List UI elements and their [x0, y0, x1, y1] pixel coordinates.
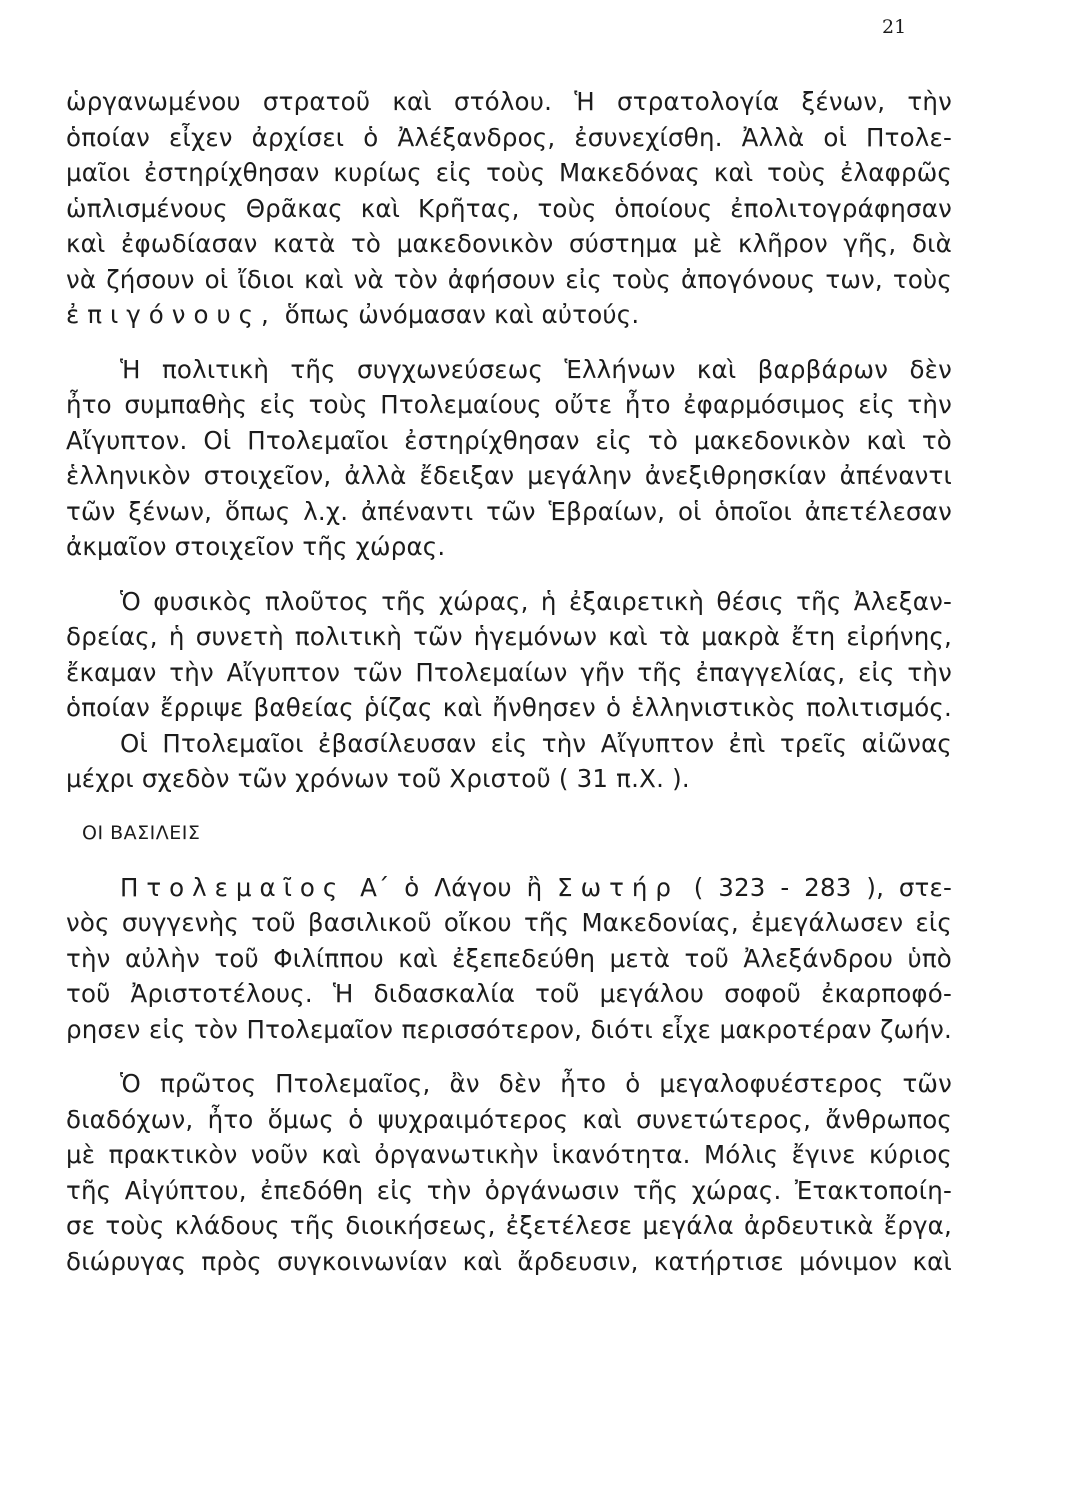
text-line: σε τοὺς κλάδους τῆς διοικήσεως, ἐξετέλεσε μεγάλα ἀρδευτικὰ ἔργα, — [66, 1211, 952, 1240]
text-line: Ὁ πρῶτος Πτολεμαῖος, ἂν δὲν ἦτο ὁ μεγαλοφυέστερος τῶν — [120, 1069, 952, 1098]
text-line: ὁποίαν ἔρριψε βαθείας ῥίζας καὶ ἤνθησεν ὁ ἑλληνιστικὸς πολιτισμός. — [66, 693, 952, 722]
spaced-term: Σωτήρ — [557, 872, 679, 902]
section-heading: ΟΙ ΒΑΣΙΛΕΙΣ — [82, 821, 201, 844]
text-span: ὅπως ὠνόμασαν καὶ αὐτούς. — [276, 300, 640, 329]
spaced-term: Πτολεμαῖος — [120, 872, 346, 902]
text-line: τῆς Αἰγύπτου, ἐπεδόθη εἰς τὴν ὀργάνωσιν τῆς χώρας. Ἐτακτοποίη- — [66, 1175, 952, 1205]
paragraph-4 — [66, 726, 952, 797]
text-span: ( 323 - 283 ), στε- — [678, 872, 952, 902]
text-line: μαῖοι ἐστηρίχθησαν κυρίως εἰς τοὺς Μακεδόνας καὶ τοὺς ἐλαφρῶς — [66, 158, 952, 187]
text-line: διώρυγας πρὸς συγκοινωνίαν καὶ ἄρδευσιν, κατήρτισε μόνιμον καὶ — [66, 1246, 952, 1276]
text-line: τῶν ξένων, ὅπως λ.χ. ἀπέναντι τῶν Ἑβραίων, οἱ ὁποῖοι ἀπετέλεσαν — [66, 496, 952, 526]
text-line: ἑλληνικὸν στοιχεῖον, ἀλλὰ ἔδειξαν μεγάλην ἀνεξιθρησκίαν ἀπέναντι — [66, 461, 952, 490]
paragraph-1 — [66, 84, 952, 333]
text-line: καὶ ἐφωδίασαν κατὰ τὸ μακεδονικὸν σύστημα μὲ κλῆρον γῆς, διὰ — [66, 229, 952, 258]
text-span: Α΄ ὁ Λάγου ἢ — [345, 872, 558, 902]
body-text — [66, 84, 952, 1279]
paragraph-3 — [66, 584, 952, 726]
text-line: ὡργανωμένου στρατοῦ καὶ στόλου. Ἡ στρατολογία ξένων, τὴν — [66, 87, 952, 116]
text-line: ἔκαμαν τὴν Αἴγυπτον τῶν Πτολεμαίων γῆν τῆς ἐπαγγελίας, εἰς τὴν — [66, 657, 952, 687]
text-line — [66, 870, 952, 906]
page-number: 21 — [882, 16, 907, 38]
text-line: τοῦ Ἀριστοτέλους. Ἡ διδασκαλία τοῦ μεγάλου σοφοῦ ἐκαρποφό- — [66, 979, 952, 1008]
text-line: Αἴγυπτον. Οἱ Πτολεμαῖοι ἐστηρίχθησαν εἰς τὸ μακεδονικὸν καὶ τὸ — [66, 425, 952, 455]
text-line: ρησεν εἰς τὸν Πτολεμαῖον περισσότερον, διότι εἶχε μακροτέραν ζωήν. — [66, 1014, 952, 1044]
text-line: μέχρι σχεδὸν τῶν χρόνων τοῦ Χριστοῦ ( 31 π.Χ. ). — [66, 764, 690, 793]
paragraph-6 — [66, 1066, 952, 1279]
paragraph-5 — [66, 870, 952, 1048]
text-line — [66, 297, 952, 333]
text-line: τὴν αὐλὴν τοῦ Φιλίππου καὶ ἐξεπεδεύθη μετὰ τοῦ Ἀλεξάνδρου ὑπὸ — [66, 943, 952, 973]
text-line: Ὁ φυσικὸς πλοῦτος τῆς χώρας, ἡ ἐξαιρετικὴ θέσις τῆς Ἀλεξαν- — [120, 586, 952, 616]
text-line: νὰ ζήσουν οἱ ἴδιοι καὶ νὰ τὸν ἀφήσουν εἰς τοὺς ἀπογόνους των, τοὺς — [66, 264, 952, 294]
text-line: μὲ πρακτικὸν νοῦν καὶ ὀργανωτικὴν ἱκανότητα. Μόλις ἔγινε κύριος — [66, 1140, 952, 1169]
paragraph-2 — [66, 352, 952, 565]
spaced-term: ἐπιγόνους, — [66, 300, 277, 329]
text-line: διαδόχων, ἦτο ὅμως ὁ ψυχραιμότερος καὶ συνετώτερος, ἄνθρωπος — [66, 1104, 952, 1134]
text-line: ὡπλισμένους Θρᾶκας καὶ Κρῆτας, τοὺς ὁποίους ἐπολιτογράφησαν — [66, 193, 952, 223]
text-line: ἀκμαῖον στοιχεῖον τῆς χώρας. — [66, 532, 446, 561]
text-line: Οἱ Πτολεμαῖοι ἐβασίλευσαν εἰς τὴν Αἴγυπτον ἐπὶ τρεῖς αἰῶνας — [120, 728, 952, 758]
text-line: Ἡ πολιτικὴ τῆς συγχωνεύσεως Ἑλλήνων καὶ βαρβάρων δὲν — [120, 354, 952, 384]
text-line: ὁποίαν εἶχεν ἀρχίσει ὁ Ἀλέξανδρος, ἐσυνεχίσθη. Ἀλλὰ οἱ Πτολε- — [66, 122, 952, 152]
text-line: νὸς συγγενὴς τοῦ βασιλικοῦ οἴκου τῆς Μακεδονίας, ἐμεγάλωσεν εἰς — [66, 908, 952, 937]
text-line: ἦτο συμπαθὴς εἰς τοὺς Πτολεμαίους οὔτε ἦτο ἐφαρμόσιμος εἰς τὴν — [66, 390, 952, 419]
text-line: δρείας, ἡ συνετὴ πολιτικὴ τῶν ἡγεμόνων καὶ τὰ μακρὰ ἔτη εἰρήνης, — [66, 622, 952, 651]
